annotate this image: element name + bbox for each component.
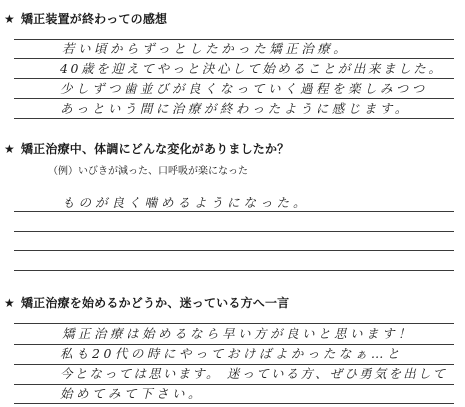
question-text: 矯正装置が終わっての感想 bbox=[20, 12, 168, 26]
handwritten-answer-line: ものが良く噛めるようになった。 bbox=[62, 195, 310, 210]
answer-rule bbox=[14, 118, 454, 119]
question-health-changes bbox=[4, 140, 289, 157]
question-text: 矯正治療中、体調にどんな変化がありましたか？ bbox=[20, 142, 290, 156]
question-advice bbox=[4, 294, 289, 311]
handwritten-answer-line: 少しずつ歯並びが良くなっていく過程を楽しみつつ bbox=[60, 81, 428, 96]
star-icon: ★ bbox=[4, 12, 15, 26]
question-impressions bbox=[4, 10, 167, 27]
example-text: （例）いびきが減った、口呼吸が楽になった bbox=[48, 166, 248, 177]
answer-rule bbox=[14, 211, 454, 212]
handwritten-answer-line: 若い頃からずっとしたかった矯正治療。 bbox=[62, 41, 350, 56]
question-text: 矯正治療を始めるかどうか、迷っている方へ一言 bbox=[20, 296, 290, 310]
answer-rule bbox=[14, 403, 454, 404]
handwritten-answer-line: 始めてみて下さい。 bbox=[60, 386, 205, 401]
handwritten-answer-line: あっという間に治療が終わったように感じます。 bbox=[60, 101, 411, 116]
star-icon: ★ bbox=[4, 296, 15, 310]
handwritten-answer-line: 私も20代の時にやっておけばよかったなぁ…と bbox=[60, 346, 403, 361]
handwritten-answer-line: 40歳を迎えてやっと決心して始めることが出来ました。 bbox=[60, 61, 444, 76]
handwritten-answer-line: 矯正治療は始めるなら早い方が良いと思います！ bbox=[62, 326, 415, 341]
star-icon: ★ bbox=[4, 142, 15, 156]
handwritten-answer-line: 今となっては思います。 迷っている方、ぜひ勇気を出して bbox=[60, 366, 448, 381]
answer-rule bbox=[14, 270, 454, 271]
answer-rule bbox=[14, 250, 454, 251]
answer-rule bbox=[14, 231, 454, 232]
